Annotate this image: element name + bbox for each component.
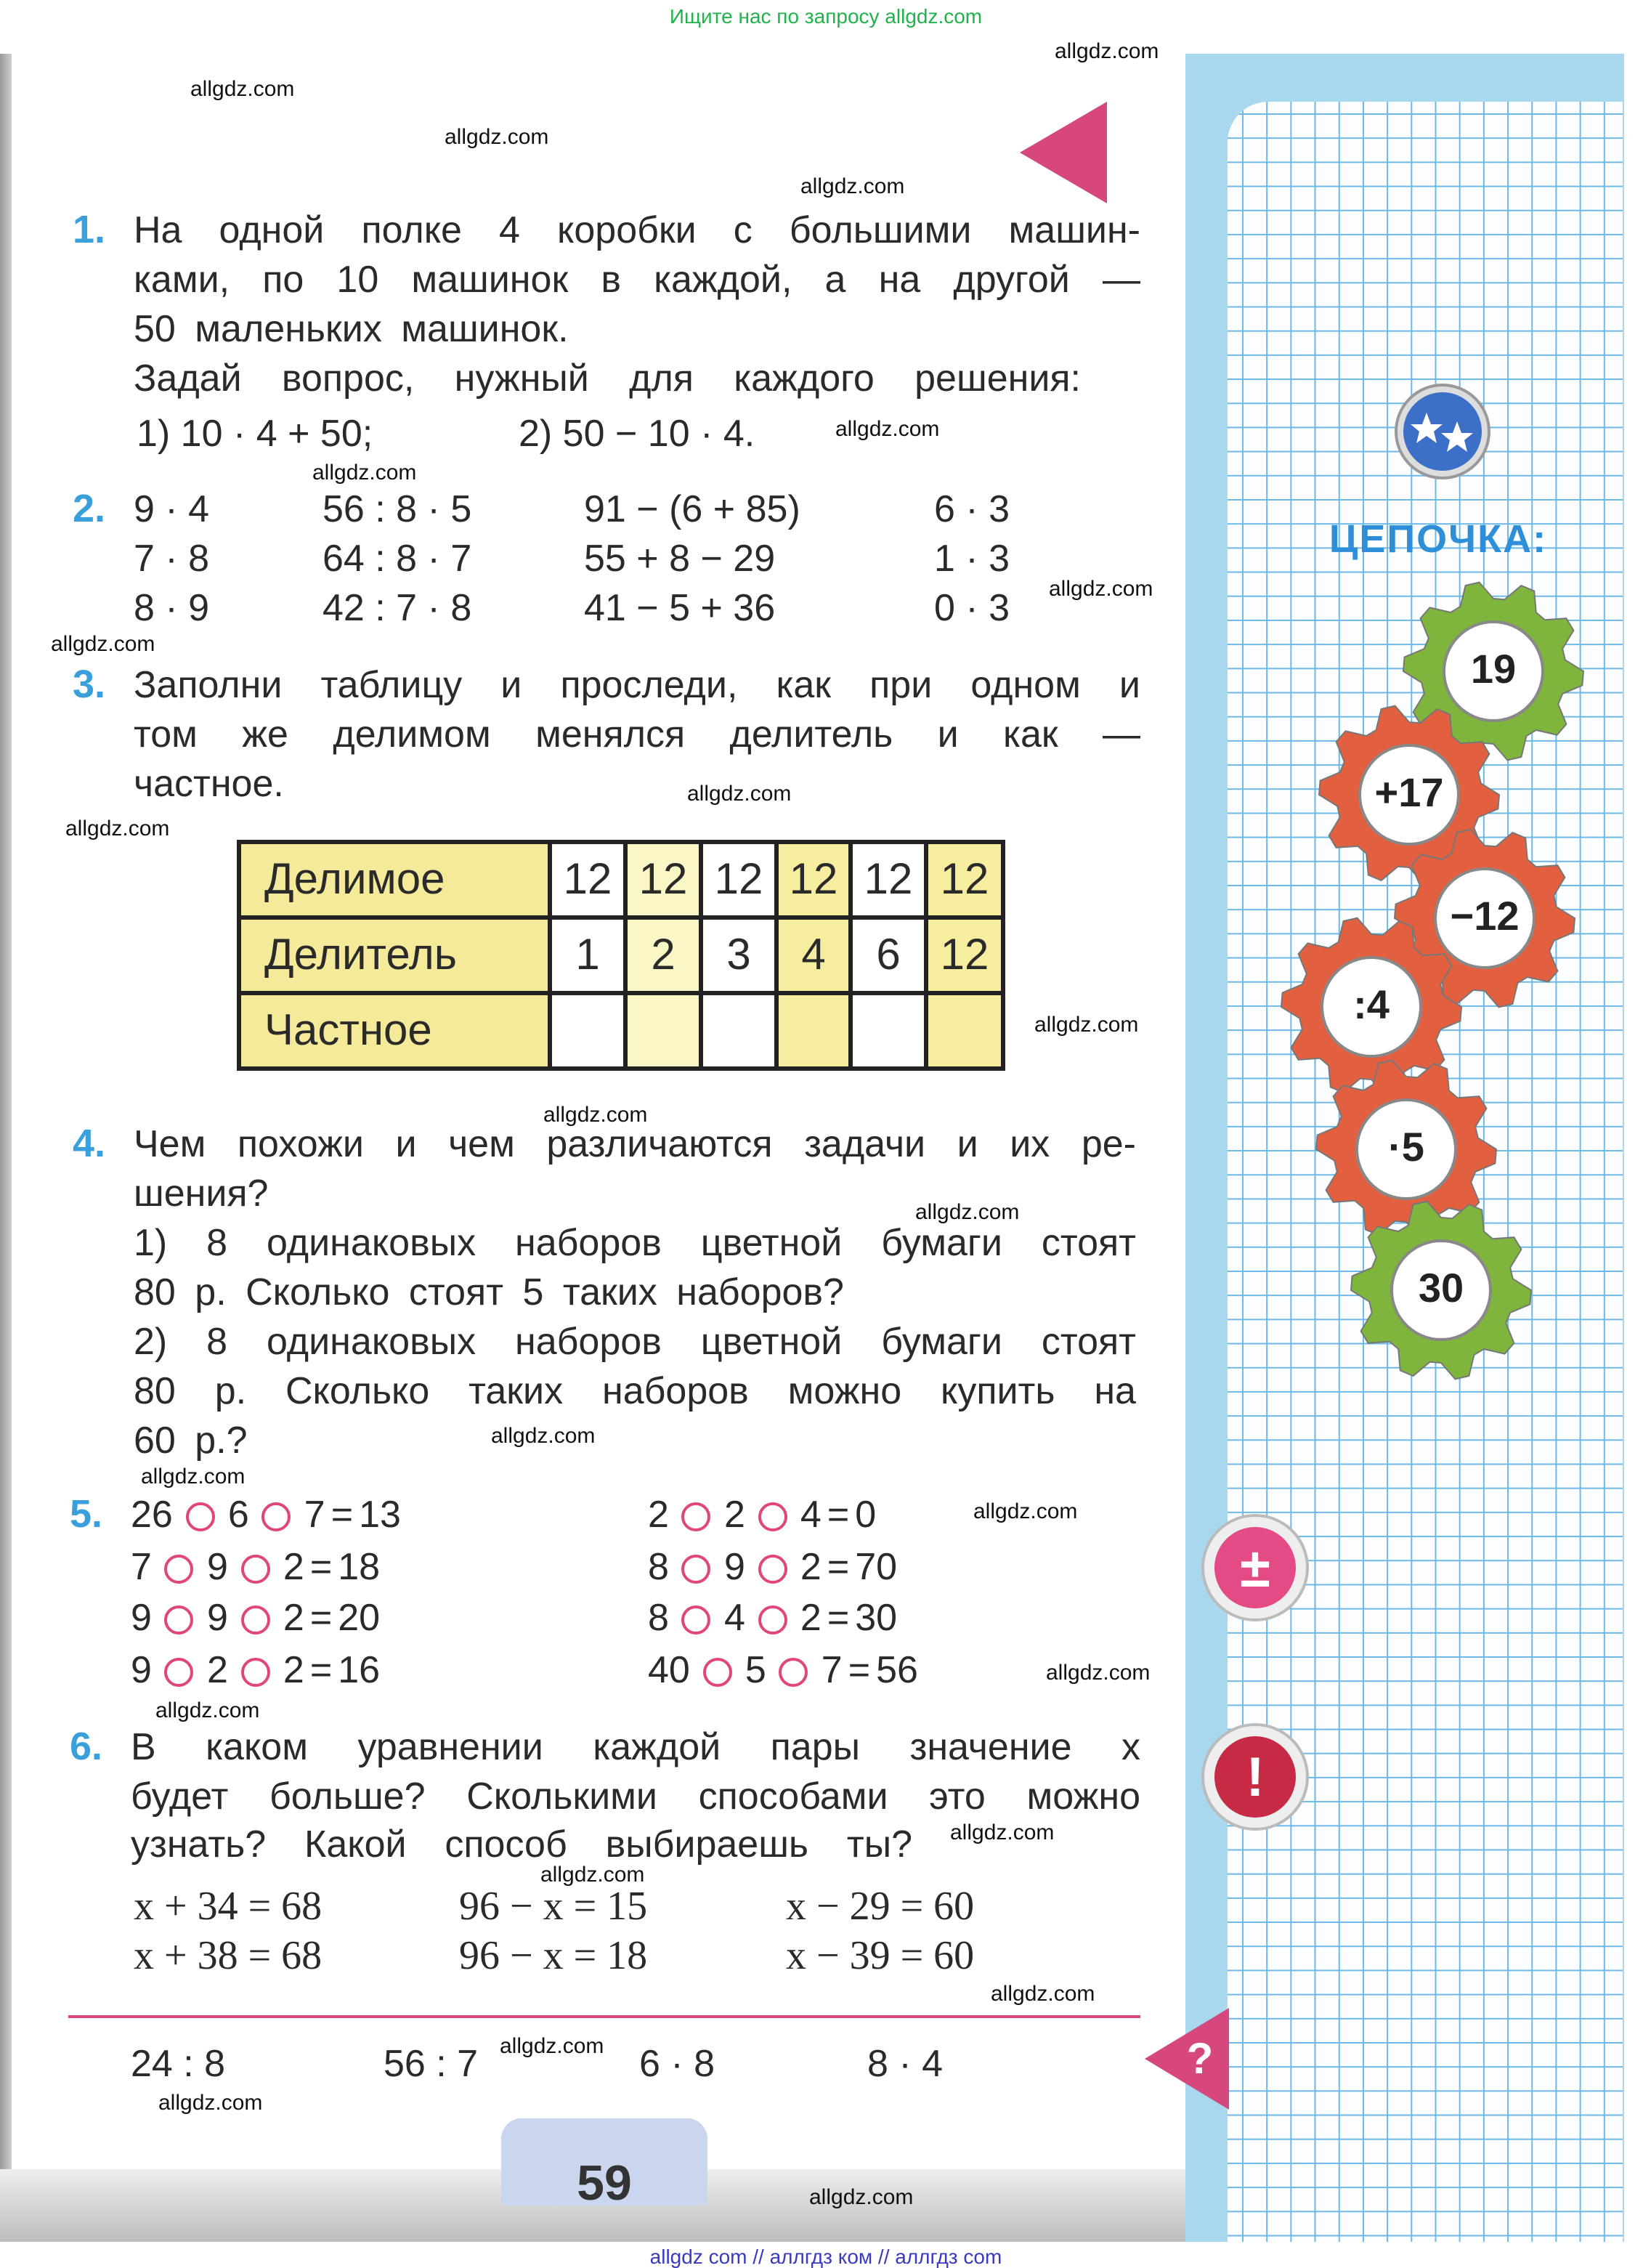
operator-blank-circle[interactable]	[165, 1605, 194, 1635]
result: 30	[855, 1595, 898, 1639]
operand: 2	[723, 1492, 745, 1536]
row-label: Частное	[239, 993, 550, 1069]
operand: 6	[227, 1492, 249, 1536]
solution-2: 2) 50 − 10 · 4.	[519, 411, 755, 455]
watermark: allgdz.com	[500, 2034, 604, 2059]
plus-minus-icon	[1198, 1511, 1312, 1624]
equation-row	[131, 1647, 380, 1690]
expression: 7 · 8	[134, 536, 210, 580]
bottom-watermark-note: allgdz com // аллгдз ком // аллгдз com	[649, 2245, 1002, 2268]
table-cell-divisor: 12	[926, 918, 1003, 993]
exercise-4-line: 80 р. Сколько стоят 5 таких наборов?	[134, 1270, 844, 1313]
chain-title: ЦЕПОЧКА:	[1328, 517, 1548, 561]
table-cell-quotient[interactable]	[550, 993, 625, 1069]
operand: 2	[800, 1595, 822, 1639]
expression: 91 − (6 + 85)	[584, 487, 800, 530]
bottom-expression: 8 · 4	[867, 2041, 944, 2085]
watermark: allgdz.com	[65, 817, 170, 841]
equals-sign: =	[309, 1595, 333, 1639]
division-table	[237, 840, 1005, 1071]
operator-blank-circle[interactable]	[241, 1554, 270, 1583]
operator-blank-circle[interactable]	[241, 1605, 270, 1635]
exercise-4-line: 1) 8 одинаковых наборов цветной бумаги стоят	[134, 1220, 1136, 1264]
result: 13	[359, 1492, 401, 1536]
equation-row	[131, 1544, 380, 1587]
equals-sign: =	[827, 1492, 850, 1536]
equals-sign: =	[827, 1595, 850, 1639]
table-cell-quotient[interactable]	[625, 993, 701, 1069]
chain-step: :4	[1353, 982, 1390, 1027]
exercise-3-line: том же делимом менялся делитель и как —	[134, 712, 1140, 756]
operand: 7	[304, 1492, 325, 1536]
chain-step: −12	[1450, 894, 1520, 939]
table-cell-quotient[interactable]	[926, 993, 1003, 1069]
exercise-1-line: На одной полке 4 коробки с большими машин-	[134, 208, 1140, 251]
expression: 42 : 7 · 8	[323, 586, 472, 629]
exercise-1-number: 1.	[73, 208, 106, 251]
operator-blank-circle[interactable]	[779, 1657, 808, 1686]
operand: 9	[131, 1647, 152, 1690]
equals-sign: =	[848, 1647, 871, 1690]
exercise-5-number: 5.	[70, 1492, 103, 1536]
equation: x + 34 = 68	[134, 1884, 323, 1929]
table-cell-quotient[interactable]	[701, 993, 776, 1069]
bottom-expression: 6 · 8	[639, 2041, 715, 2085]
exercise-4-line: шения?	[134, 1171, 269, 1215]
operand: 8	[648, 1544, 669, 1587]
watermark: allgdz.com	[141, 1465, 246, 1489]
question-mark: ?	[1186, 2034, 1214, 2083]
expression: 55 + 8 − 29	[584, 536, 776, 580]
expression: 8 · 9	[134, 586, 210, 629]
expression: 64 : 8 · 7	[323, 536, 472, 580]
exercise-4-line: 60 р.?	[134, 1418, 248, 1462]
table-cell-divisor: 2	[625, 918, 701, 993]
watermark: allgdz.com	[312, 461, 417, 485]
table-cell-quotient[interactable]	[776, 993, 851, 1069]
divider-line	[68, 2015, 1140, 2018]
exercise-4-line: 2) 8 одинаковых наборов цветной бумаги стоят	[134, 1319, 1136, 1363]
equals-sign: =	[309, 1647, 333, 1690]
expression: 1 · 3	[934, 536, 1010, 580]
watermark: allgdz.com	[687, 782, 792, 806]
chain-step: 19	[1470, 647, 1517, 692]
watermark: allgdz.com	[1049, 577, 1153, 602]
chain-step: +17	[1374, 770, 1444, 815]
expression: 41 − 5 + 36	[584, 586, 776, 629]
watermark: allgdz.com	[543, 1103, 648, 1127]
operator-blank-circle[interactable]	[758, 1502, 787, 1531]
operand: 7	[131, 1544, 152, 1587]
equals-sign: =	[309, 1544, 333, 1587]
expression: 9 · 4	[134, 487, 210, 530]
operand: 2	[283, 1647, 304, 1690]
watermark: allgdz.com	[835, 417, 940, 442]
operator-blank-circle[interactable]	[758, 1605, 787, 1635]
operand: 5	[745, 1647, 766, 1690]
equation-row	[131, 1492, 401, 1536]
watermark: allgdz.com	[800, 174, 905, 199]
watermark: allgdz.com	[950, 1821, 1055, 1845]
watermark: allgdz.com	[155, 1698, 260, 1723]
table-cell-divisor: 4	[776, 918, 851, 993]
watermark: allgdz.com	[1055, 39, 1159, 64]
plus-minus-glyph: ±	[1240, 1537, 1270, 1599]
equation: x + 38 = 68	[134, 1934, 323, 1979]
bottom-expression: 24 : 8	[131, 2041, 226, 2085]
table-cell-divisor: 3	[701, 918, 776, 993]
equation: x − 29 = 60	[786, 1884, 975, 1929]
chain-step: ·5	[1388, 1125, 1424, 1170]
operator-blank-circle[interactable]	[682, 1502, 711, 1531]
operand: 8	[648, 1595, 669, 1639]
operator-blank-circle[interactable]	[703, 1657, 732, 1686]
operand: 26	[131, 1492, 173, 1536]
result: 56	[876, 1647, 918, 1690]
operand: 2	[800, 1544, 822, 1587]
table-cell-dividend: 12	[926, 842, 1003, 918]
operand: 9	[206, 1595, 228, 1639]
table-cell-divisor: 6	[851, 918, 926, 993]
exercise-6-number: 6.	[70, 1725, 103, 1768]
exercise-4-line: Чем похожи и чем различаются задачи и их ре-	[134, 1122, 1136, 1165]
watermark: allgdz.com	[51, 632, 155, 657]
table-cell-divisor: 1	[550, 918, 625, 993]
table-cell-dividend: 12	[851, 842, 926, 918]
exercise-3-line: Заполни таблицу и проследи, как при одном и	[134, 663, 1140, 706]
operator-blank-circle[interactable]	[262, 1502, 291, 1531]
watermark: allgdz.com	[809, 2185, 914, 2210]
chain-step: 30	[1418, 1265, 1464, 1311]
result: 70	[855, 1544, 898, 1587]
exclamation-glyph: !	[1246, 1746, 1265, 1808]
equals-sign: =	[330, 1492, 354, 1536]
equation: 96 − x = 18	[459, 1934, 648, 1979]
watermark: allgdz.com	[1034, 1013, 1139, 1037]
operand: 2	[283, 1595, 304, 1639]
watermark: allgdz.com	[491, 1424, 596, 1449]
operand: 2	[283, 1544, 304, 1587]
operand: 4	[723, 1595, 745, 1639]
watermark: allgdz.com	[1046, 1661, 1151, 1685]
result: 16	[338, 1647, 381, 1690]
question-marker-icon	[1142, 2005, 1232, 2113]
equation: 96 − x = 15	[459, 1884, 648, 1929]
exercise-1-line: 50 маленьких машинок.	[134, 307, 569, 350]
operand: 2	[648, 1492, 669, 1536]
table-cell-dividend: 12	[701, 842, 776, 918]
table-cell-dividend: 12	[625, 842, 701, 918]
exercise-2-number: 2.	[73, 487, 106, 530]
equation-row	[648, 1544, 897, 1587]
exercise-6-line: В каком уравнении каждой пары значение x	[131, 1725, 1140, 1768]
exercise-1-line: Задай вопрос, нужный для каждого решения:	[134, 356, 1081, 400]
operand: 9	[206, 1544, 228, 1587]
operator-blank-circle[interactable]	[241, 1657, 270, 1686]
solution-1: 1) 10 · 4 + 50;	[137, 411, 373, 455]
result: 20	[338, 1595, 381, 1639]
row-label: Делимое	[239, 842, 550, 918]
equation-row	[648, 1492, 876, 1536]
watermark: allgdz.com	[973, 1499, 1078, 1524]
exercise-4-number: 4.	[73, 1122, 106, 1165]
exclamation-icon	[1198, 1720, 1312, 1834]
expression: 0 · 3	[934, 586, 1010, 629]
result: 0	[855, 1492, 877, 1536]
operand: 2	[206, 1647, 228, 1690]
operand: 4	[800, 1492, 822, 1536]
watermark: allgdz.com	[445, 125, 549, 150]
expression: 6 · 3	[934, 487, 1010, 530]
watermark: allgdz.com	[915, 1200, 1020, 1225]
watermark: allgdz.com	[158, 2091, 263, 2115]
operand: 40	[648, 1647, 690, 1690]
exercise-4-line: 80 р. Сколько таких наборов можно купить на	[134, 1369, 1136, 1412]
equation-row	[648, 1595, 897, 1639]
exercise-3-line: частное.	[134, 761, 284, 805]
page-number: 59	[577, 2156, 632, 2211]
operator-blank-circle[interactable]	[186, 1502, 215, 1531]
operator-blank-circle[interactable]	[682, 1605, 711, 1635]
watermark: allgdz.com	[991, 1982, 1095, 2006]
table-cell-quotient[interactable]	[851, 993, 926, 1069]
search-hint: Ищите нас по запросу allgdz.com	[669, 4, 983, 28]
operand: 9	[723, 1544, 745, 1587]
table-cell-dividend: 12	[776, 842, 851, 918]
two-stars-badge-icon	[1392, 381, 1493, 482]
operator-blank-circle[interactable]	[682, 1554, 711, 1583]
exercise-6-line: будет больше? Сколькими способами это можно	[131, 1774, 1140, 1818]
exercise-1-line: ками, по 10 машинок в каждой, а на другой —	[134, 257, 1140, 301]
equals-sign: =	[827, 1544, 850, 1587]
exercise-3-number: 3.	[73, 663, 106, 706]
exercise-6-line: узнать? Какой способ выбираешь ты?	[131, 1822, 912, 1866]
equation-row	[131, 1595, 380, 1639]
row-label: Делитель	[239, 918, 550, 993]
operand: 7	[821, 1647, 843, 1690]
equation: x − 39 = 60	[786, 1934, 975, 1979]
watermark: allgdz.com	[540, 1863, 645, 1887]
result: 18	[338, 1544, 381, 1587]
watermark: allgdz.com	[190, 77, 295, 102]
operand: 9	[131, 1595, 152, 1639]
bottom-expression: 56 : 7	[384, 2041, 479, 2085]
operator-blank-circle[interactable]	[165, 1657, 194, 1686]
equation-row	[648, 1647, 918, 1690]
operator-blank-circle[interactable]	[758, 1554, 787, 1583]
table-cell-dividend: 12	[550, 842, 625, 918]
expression: 56 : 8 · 5	[323, 487, 472, 530]
operator-blank-circle[interactable]	[165, 1554, 194, 1583]
pink-triangle-marker	[1017, 99, 1113, 206]
